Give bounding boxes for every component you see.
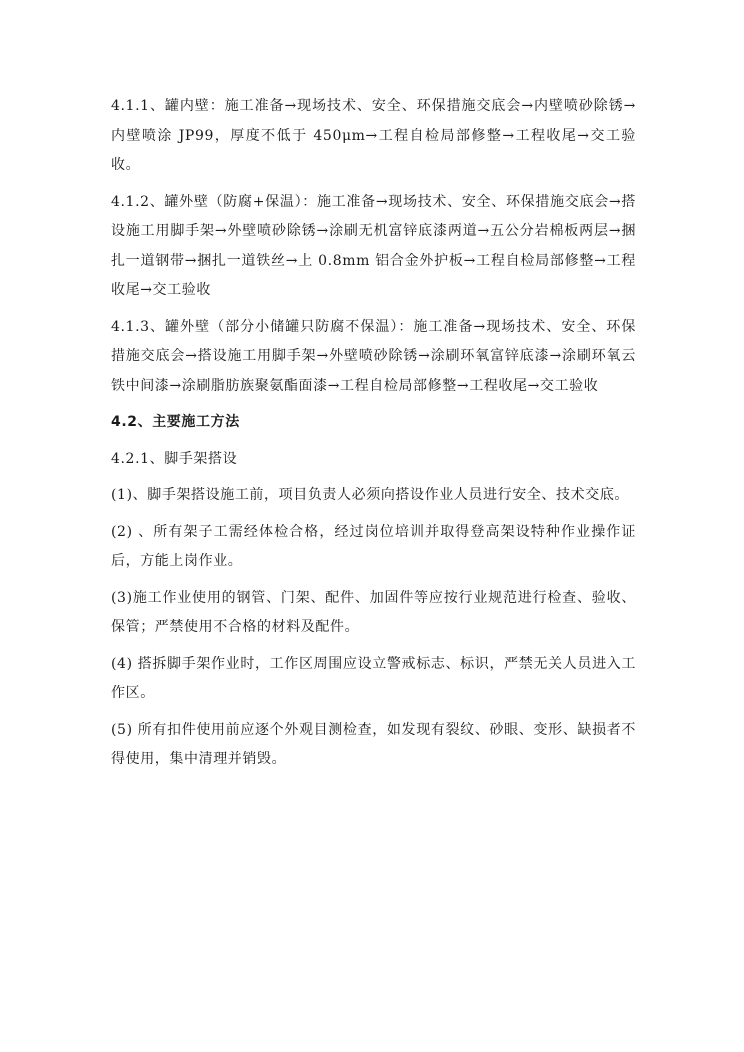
spacer [111,511,636,518]
paragraph-tank-outer-wall-insulated: 4.1.2、罐外壁（防腐+保温）：施工准备→现场技术、安全、环保措施交底会→搭设施工用脚手架→外壁喷砂除锈→涂刷无机富锌底漆两道→五公分岩棉板两层→捆扎一道钢带→捆扎一道铁丝→上 0.8mm 铝合金外护板→工程自检局部修整→工程收尾→交工验收 [111,193,636,298]
spacer [111,438,636,445]
spacer [111,577,636,584]
list-item-2: (2) 、所有架子工需经体检合格，经过岗位培训并取得登高架设特种作业操作证后，方能上岗作业。 [111,523,636,569]
subsection-heading: 4.2.1、脚手架搭设 [111,450,238,467]
list-item-3: (3)施工作业使用的钢管、门架、配件、加固件等应按行业规范进行检查、验收、保管；严禁使用不合格的材料及配件。 [111,589,636,635]
spacer [111,181,636,188]
spacer [111,709,636,716]
spacer [111,306,636,313]
spacer [111,643,636,650]
paragraph-tank-outer-wall-anticorrosion: 4.1.3、罐外壁（部分小储罐只防腐不保温）：施工准备→现场技术、安全、环保措施交底会→搭设施工用脚手架→外壁喷砂除锈→涂刷环氧富锌底漆→涂刷环氧云铁中间漆→涂刷脂肪族聚氨酯面漆→工程自检局部修整→工程收尾→交工验收 [111,318,636,394]
spacer [111,474,636,481]
spacer [111,401,636,408]
list-item-5: (5) 所有扣件使用前应逐个外观目测检查，如发现有裂纹、砂眼、变形、缺损者不得使用，集中清理并销毁。 [111,721,636,767]
section-heading: 4.2、主要施工方法 [111,414,240,430]
paragraph-tank-inner-wall: 4.1.1、罐内壁：施工准备→现场技术、安全、环保措施交底会→内壁喷砂除锈→内壁喷涂 JP99，厚度不低于 450μm→工程自检局部修整→工程收尾→交工验收。 [111,98,636,173]
document-page [111,92,636,775]
list-item-4: (4) 搭拆脚手架作业时，工作区周围应设立警戒标志、标识，严禁无关人员进入工作区。 [111,655,636,701]
list-item-1: (1)、脚手架搭设施工前，项目负责人必须向搭设作业人员进行安全、技术交底。 [111,487,630,503]
